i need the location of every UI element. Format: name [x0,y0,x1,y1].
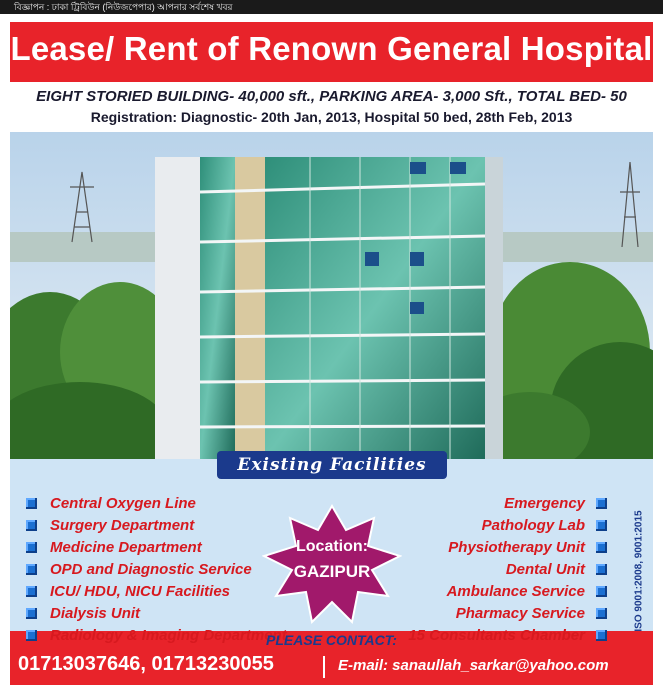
facility-item: OPD and Diagnostic Service [24,559,354,581]
blue-square-bullet-icon [596,564,607,575]
facility-item: Emergency [313,493,613,515]
facility-item: Dialysis Unit [24,603,354,625]
facility-item: Central Oxygen Line [24,493,354,515]
blue-square-bullet-icon [596,542,607,553]
blue-square-bullet-icon [596,520,607,531]
facility-item: Pathology Lab [313,515,613,537]
facility-item: Radiology & Imaging Department [24,625,354,647]
contact-line [10,649,653,685]
location-label: Location: [296,538,368,555]
top-strip-text: বিজ্ঞাপন : ঢাকা ট্রিবিউন (নিউজপেপার) আপনার সর্বশেষ খবর [14,2,233,12]
facility-item: Dental Unit [313,559,613,581]
hospital-building-photo [10,132,653,459]
iso-text: ISO 9001:2008, 9001:2015 [633,510,645,632]
info-box [10,82,653,132]
facility-item: ICU/ HDU, NICU Facilities [24,581,354,603]
blue-square-bullet-icon [26,608,37,619]
contact-label: PLEASE CONTACT: [266,632,397,648]
facility-item: Surgery Department [24,515,354,537]
blue-square-bullet-icon [26,564,37,575]
blue-square-bullet-icon [26,498,37,509]
phone-numbers: 01713037646, 01713230055 [18,653,274,675]
blue-square-bullet-icon [26,542,37,553]
facility-item: Medicine Department [24,537,354,559]
facility-item: Pharmacy Service [313,603,613,625]
iso-certification [631,501,647,641]
facility-item: Ambulance Service [313,581,613,603]
building-illustration [10,132,653,459]
contact-divider [323,656,325,678]
facility-item: 15 Consultants Chamber [313,625,613,647]
blue-square-bullet-icon [596,586,607,597]
top-news-strip [0,0,663,14]
building-info: EIGHT STORIED BUILDING- 40,000 sft., PARKING AREA- 3,000 Sft., TOTAL BED- 50 [36,88,627,105]
location-value: GAZIPUR [293,562,371,581]
registration-info: Registration: Diagnostic- 20th Jan, 2013, Hospital 50 bed, 28th Feb, 2013 [90,109,573,125]
blue-square-bullet-icon [596,608,607,619]
facilities-heading: Existing Facilities [217,451,447,479]
location-badge [262,504,402,624]
email-address: E-mail: sanaullah_sarkar@yahoo.com [338,657,609,674]
blue-square-bullet-icon [26,520,37,531]
hospital-advertisement [10,22,653,685]
facility-item: Physiotherapy Unit [313,537,613,559]
ad-title: Lease/ Rent of Renown General Hospital [10,30,653,67]
blue-square-bullet-icon [596,498,607,509]
blue-square-bullet-icon [26,586,37,597]
